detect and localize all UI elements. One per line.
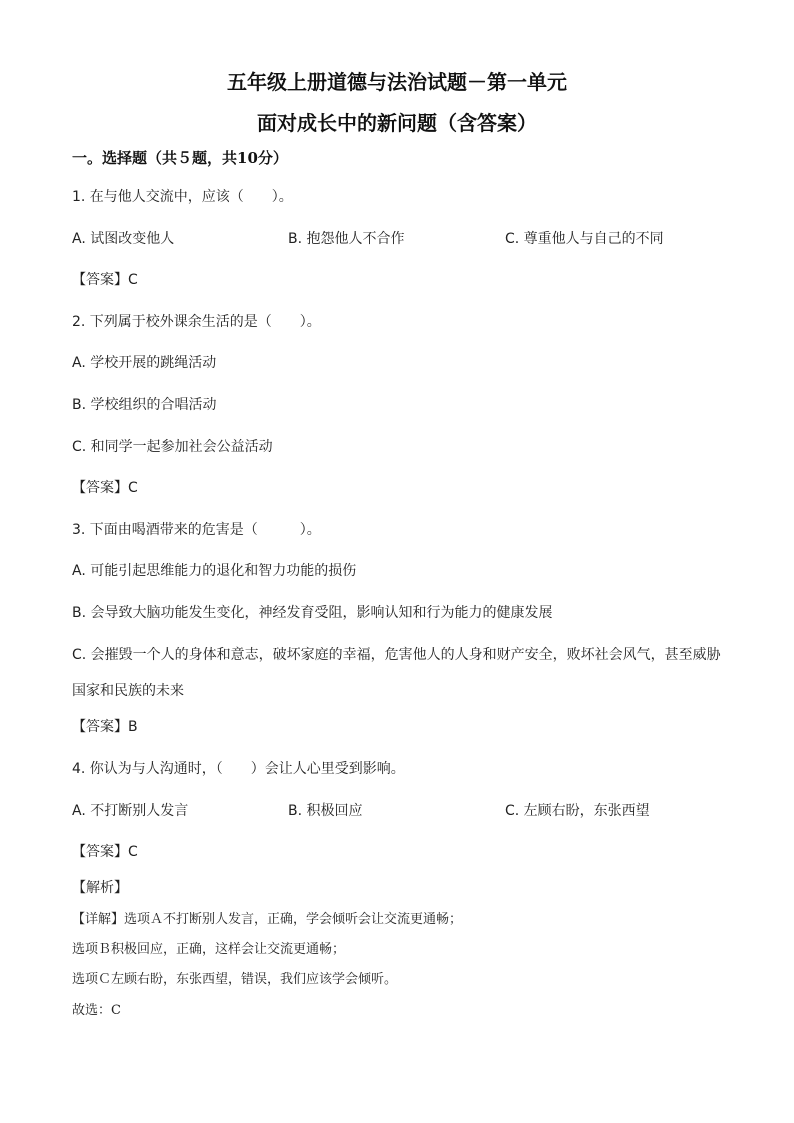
answer-label: 【答案】 <box>72 272 128 288</box>
question-1-stem: 1. 在与他人交流中，应该（ ）。 <box>72 189 293 205</box>
question-2-stem: 2. 下列属于校外课余生活的是（ ）。 <box>72 314 321 330</box>
answer-value: B <box>128 719 138 735</box>
question-3-option-c: C. 会摧毁一个人的身体和意志，破坏家庭的幸福，危害他人的人身和财产安全，败坏社会风气，甚至威胁 <box>72 647 721 663</box>
question-4-stem: 4. 你认为与人沟通时，（ ）会让人心里受到影响。 <box>72 761 405 777</box>
question-2-option-c: C. 和同学一起参加社会公益活动 <box>72 439 273 455</box>
section-heading: 一。选择题（共５题，共10分） <box>72 149 288 167</box>
analysis-line-1: 【详解】选项Ａ不打断别人发言，正确，学会倾听会让交流更通畅； <box>72 912 463 927</box>
answer-value: C <box>128 272 138 288</box>
question-2-answer <box>72 477 138 499</box>
analysis-line-3: 选项Ｃ左顾右盼，东张西望，错误，我们应该学会倾听。 <box>72 972 398 987</box>
question-3-option-a: A. 可能引起思维能力的退化和智力功能的损伤 <box>72 563 357 579</box>
question-1-option-c: C. 尊重他人与自己的不同 <box>505 231 664 247</box>
document-title: 五年级上册道德与法治试题－第一单元 <box>227 70 567 94</box>
question-3-option-b: B. 会导致大脑功能发生变化，神经发育受阻，影响认知和行为能力的健康发展 <box>72 605 553 621</box>
question-1-option-a: A. 试图改变他人 <box>72 231 175 247</box>
analysis-conclusion: 故选：C <box>72 1003 121 1018</box>
question-3-stem: 3. 下面由喝酒带来的危害是（ ）。 <box>72 522 321 538</box>
question-4-analysis-label: 【解析】 <box>72 880 128 896</box>
question-1-answer <box>72 269 138 291</box>
answer-label: 【答案】 <box>72 719 128 735</box>
question-4-option-c: C. 左顾右盼，东张西望 <box>505 803 650 819</box>
question-1-option-b: B. 抱怨他人不合作 <box>288 231 405 247</box>
question-4-option-b: B. 积极回应 <box>288 803 363 819</box>
question-2-option-a: A. 学校开展的跳绳活动 <box>72 355 217 371</box>
document-subtitle: 面对成长中的新问题（含答案） <box>257 111 537 135</box>
answer-value: C <box>128 844 138 860</box>
question-4-option-a: A. 不打断别人发言 <box>72 803 189 819</box>
question-2-option-b: B. 学校组织的合唱活动 <box>72 397 217 413</box>
answer-label: 【答案】 <box>72 480 128 496</box>
analysis-line-2: 选项Ｂ积极回应，正确，这样会让交流更通畅； <box>72 942 346 957</box>
answer-label: 【答案】 <box>72 844 128 860</box>
question-4-answer <box>72 841 138 863</box>
answer-value: C <box>128 480 138 496</box>
question-3-option-c-continued: 国家和民族的未来 <box>72 683 184 699</box>
question-3-answer <box>72 716 138 738</box>
